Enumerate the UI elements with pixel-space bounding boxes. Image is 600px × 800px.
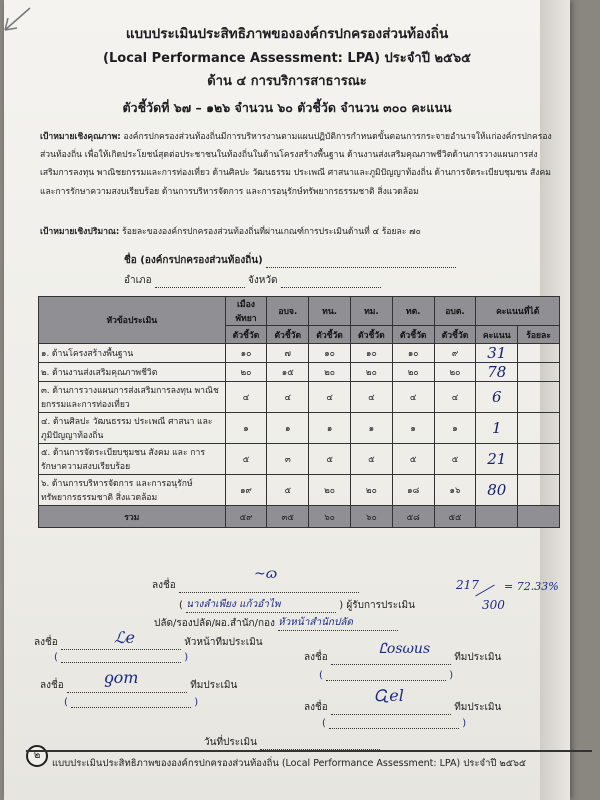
evaluator2-role: ทีมประเมิน — [454, 652, 502, 663]
sub-header-2: ตัวชี้วัด — [309, 326, 351, 344]
evaluator4-sign-label: ลงชื่อ — [304, 702, 328, 713]
topic-cell: ๒. ด้านงานส่งเสริมคุณภาพชีวิต — [39, 363, 226, 382]
evaluator3-blank — [67, 692, 187, 693]
total-cell-4: ๕๘ — [392, 506, 434, 528]
value-cell: ๑๐ — [350, 344, 392, 363]
org-name-field — [124, 253, 456, 268]
score-cell: 31 — [476, 344, 518, 363]
table-row — [39, 363, 560, 382]
header-line-2: (Local Performance Assessment: LPA) ประจำปี ๒๕๖๕ — [103, 51, 471, 66]
table-row — [39, 444, 560, 475]
value-cell: ๔ — [392, 382, 434, 413]
percent-cell — [518, 363, 560, 382]
value-cell: ๒๐ — [434, 363, 476, 382]
header-line-4: ตัวชี้วัดที่ ๖๗ – ๑๒๖ จำนวน ๖๐ ตัวชี้วัด จำนวน ๓๐๐ คะแนน — [122, 100, 452, 115]
evaluator2-blank — [331, 664, 451, 665]
receiver-title-line — [154, 615, 398, 631]
topic-cell: ๓. ด้านการวางแผนการส่งเสริมการลงทุน พาณิชยกรรมและการท่องเที่ยว — [39, 382, 226, 413]
receiver-name-line: ( นางลำเพียง แก้วอำไพ ) ผู้รับการประเมิน — [179, 599, 415, 611]
province-blank — [281, 287, 381, 288]
value-cell: ๕ — [309, 444, 351, 475]
district-blank — [155, 287, 245, 288]
evaluator3-signature: ƍom — [104, 668, 139, 687]
quantity-goal — [40, 223, 552, 241]
percent-cell — [518, 344, 560, 363]
evaluator3-role: ทีมประเมิน — [190, 680, 238, 691]
value-cell: ๑ — [350, 413, 392, 444]
total-cell-1: ๓๕ — [267, 506, 309, 528]
hand-total: 217 — [456, 578, 479, 592]
topic-header: หัวข้อประเมิน — [39, 297, 226, 344]
value-cell: ๒๐ — [350, 363, 392, 382]
value-cell: ๑๕ — [267, 363, 309, 382]
receiver-title-label: ปลัด/รองปลัด/ผอ.สำนัก/กอง — [154, 618, 275, 629]
evaluator3-sign-label: ลงชื่อ — [40, 680, 64, 691]
value-cell: ๙ — [434, 344, 476, 363]
group-header-1: อบจ. — [267, 297, 309, 326]
table-row — [39, 475, 560, 506]
value-cell: ๒๐ — [392, 363, 434, 382]
team-lead-sign-label: ลงชื่อ — [34, 637, 58, 648]
value-cell: ๑ — [225, 413, 267, 444]
sub-header-3: ตัวชี้วัด — [350, 326, 392, 344]
value-cell: ๕ — [225, 444, 267, 475]
table-row — [39, 344, 560, 363]
evaluator4-name: ( ) — [322, 718, 467, 729]
percent-cell — [518, 413, 560, 444]
receiver-title-hand: หัวหน้าสำนักปลัด — [278, 615, 398, 631]
table-row — [39, 413, 560, 444]
percent-cell — [518, 382, 560, 413]
date-label: วันที่ประเมิน — [204, 737, 257, 748]
receiver-name: นางลำเพียง แก้วอำไพ — [186, 597, 336, 613]
total-cell-3: ๖๐ — [350, 506, 392, 528]
total-cell-2: ๖๐ — [309, 506, 351, 528]
group-header-4: ทต. — [392, 297, 434, 326]
value-cell: ๔ — [309, 382, 351, 413]
team-lead-role: หัวหน้าทีมประเมิน — [184, 637, 263, 648]
team-lead-signature: ℒe — [114, 628, 135, 647]
topic-cell: ๔. ด้านศิลปะ วัฒนธรรม ประเพณี ศาสนา และภูมิปัญญาท้องถิ่น — [39, 413, 226, 444]
group-header-5: อบต. — [434, 297, 476, 326]
quality-goal — [40, 128, 552, 201]
header-line-3: ด้าน ๔ การบริการสาธารณะ — [207, 74, 367, 89]
value-cell: ๑๐ — [225, 344, 267, 363]
hand-max: 300 — [482, 598, 505, 612]
value-cell: ๕ — [267, 475, 309, 506]
org-name-label: ชื่อ (องค์กรปกครองส่วนท้องถิ่น) — [124, 255, 263, 266]
total-label: รวม — [39, 506, 226, 528]
value-cell: ๕ — [392, 444, 434, 475]
percent-cell — [518, 475, 560, 506]
value-cell: ๔ — [225, 382, 267, 413]
value-cell: ๕ — [434, 444, 476, 475]
score-sub-header: คะแนน — [476, 326, 518, 344]
total-score-cell — [476, 506, 518, 528]
topic-cell: ๑. ด้านโครงสร้างพื้นฐาน — [39, 344, 226, 363]
corner-arrow-icon — [0, 0, 60, 40]
header-line-1: แบบประเมินประสิทธิภาพขององค์กรปกครองส่วนท้องถิ่น — [125, 26, 449, 42]
evaluator2-name-blank — [326, 680, 446, 681]
value-cell: ๑๖ — [434, 475, 476, 506]
team-lead-sign — [34, 635, 263, 650]
sub-header-0: ตัวชี้วัด — [225, 326, 267, 344]
value-cell: ๔ — [350, 382, 392, 413]
value-cell: ๑ — [392, 413, 434, 444]
assessment-date — [204, 735, 380, 750]
value-cell: ๔ — [434, 382, 476, 413]
sub-header-5: ตัวชี้วัด — [434, 326, 476, 344]
quality-goal-text: องค์กรปกครองส่วนท้องถิ่นมีการบริหารงานตามแผนปฏิบัติการกำหนดขั้นตอนการกระจายอำนาจให้แก่องค์กรปกครองส่วนท้องถิ่น เพื่อให้เกิดประโยชน์สุดต่อประชาชนในท้องถิ่นในด้านโครงสร้างพื้นฐาน ด้านงานส่งเสริมคุณภาพชีวิตด้านการวางแผนการส่งเสริมการลงทุน พาณิชยกรรมและการท่องเที่ยว ด้านศิลปะ วัฒนธรรม ประเพณี ศาสนาและภูมิปัญญาท้องถิ่น ด้านการจัดระเบียบชุมชน สังคม และการรักษาความสงบเรียบร้อย ด้านการบริหารจัดการ และการอนุรักษ์ทรัพยากรธรรมชาติ สิ่งแวดล้อม — [40, 132, 552, 197]
quality-goal-label: เป้าหมายเชิงคุณภาพ: — [40, 132, 121, 142]
team-lead-blank — [61, 649, 181, 650]
score-cell: 78 — [476, 363, 518, 382]
value-cell: ๒๐ — [350, 475, 392, 506]
footer-text: แบบประเมินประสิทธิภาพขององค์กรปกครองส่วนท้องถิ่น (Local Performance Assessment: LPA) ประจำปี ๒๕๖๕ — [26, 750, 592, 771]
quantity-goal-label: เป้าหมายเชิงปริมาณ: — [40, 227, 120, 237]
score-cell: 6 — [476, 382, 518, 413]
evaluator3-name-blank — [71, 707, 191, 708]
value-cell: ๕ — [350, 444, 392, 475]
evaluator3-sign — [40, 678, 237, 693]
team-lead-name-blank — [61, 662, 181, 663]
value-cell: ๒๐ — [309, 363, 351, 382]
evaluator3-name: ( ) — [64, 697, 199, 708]
team-lead-name: ( ) — [54, 652, 189, 663]
value-cell: ๒๐ — [225, 363, 267, 382]
topic-cell: ๕. ด้านการจัดระเบียบชุมชน สังคม และ การรักษาความสงบเรียบร้อย — [39, 444, 226, 475]
value-cell: ๑๙ — [225, 475, 267, 506]
evaluator4-signature: Ꮹel — [374, 686, 404, 705]
org-name-blank — [266, 267, 456, 268]
receiver-sign-blank — [179, 592, 359, 593]
group-header-3: ทม. — [350, 297, 392, 326]
table-row — [39, 382, 560, 413]
quantity-goal-text: ร้อยละขององค์กรปกครองส่วนท้องถิ่นที่ผ่านเกณฑ์การประเมินด้านที่ ๔ ร้อยละ ๗๐ — [122, 227, 421, 237]
topic-cell: ๖. ด้านการบริหารจัดการ และการอนุรักษ์ ทรัพยากรธรรมชาติ สิ่งแวดล้อม — [39, 475, 226, 506]
score-cell: 21 — [476, 444, 518, 475]
document-page — [4, 0, 570, 800]
district-field — [124, 273, 381, 288]
sub-header-4: ตัวชี้วัด — [392, 326, 434, 344]
group-header-0: เมือง พัทยา — [225, 297, 267, 326]
province-label: จังหวัด — [248, 275, 278, 286]
percent-sub-header: ร้อยละ — [518, 326, 560, 344]
evaluator2-sign-label: ลงชื่อ — [304, 652, 328, 663]
value-cell: ๓ — [267, 444, 309, 475]
receiver-sign-label: ลงชื่อ — [152, 580, 176, 591]
total-cell-5: ๕๕ — [434, 506, 476, 528]
total-percent-cell — [518, 506, 560, 528]
score-header: คะแนนที่ได้ — [476, 297, 560, 326]
page-number: ๒ — [26, 745, 48, 767]
value-cell: ๑ — [434, 413, 476, 444]
value-cell: ๗ — [267, 344, 309, 363]
score-cell: 1 — [476, 413, 518, 444]
value-cell: ๑ — [309, 413, 351, 444]
score-cell: 80 — [476, 475, 518, 506]
value-cell: ๑ — [267, 413, 309, 444]
group-header-2: ทน. — [309, 297, 351, 326]
value-cell: ๑๐ — [392, 344, 434, 363]
evaluator2-name: ( ) — [319, 670, 454, 681]
evaluator4-name-blank — [329, 728, 459, 729]
percent-cell — [518, 444, 560, 475]
evaluator4-blank — [331, 714, 451, 715]
value-cell: ๑๐ — [309, 344, 351, 363]
receiver-signature: ~ɷ — [254, 566, 278, 582]
district-label: อำเภอ — [124, 275, 152, 286]
sub-header-1: ตัวชี้วัด — [267, 326, 309, 344]
value-cell: ๑๘ — [392, 475, 434, 506]
evaluator2-signature: Ꮭosωus — [379, 641, 431, 657]
evaluator4-role: ทีมประเมิน — [454, 702, 502, 713]
value-cell: ๔ — [267, 382, 309, 413]
value-cell: ๒๐ — [309, 475, 351, 506]
assessment-table — [38, 296, 560, 528]
hand-percent: = 72.33% — [504, 580, 559, 593]
receiver-role: ผู้รับการประเมิน — [346, 600, 415, 611]
total-cell-0: ๕๙ — [225, 506, 267, 528]
